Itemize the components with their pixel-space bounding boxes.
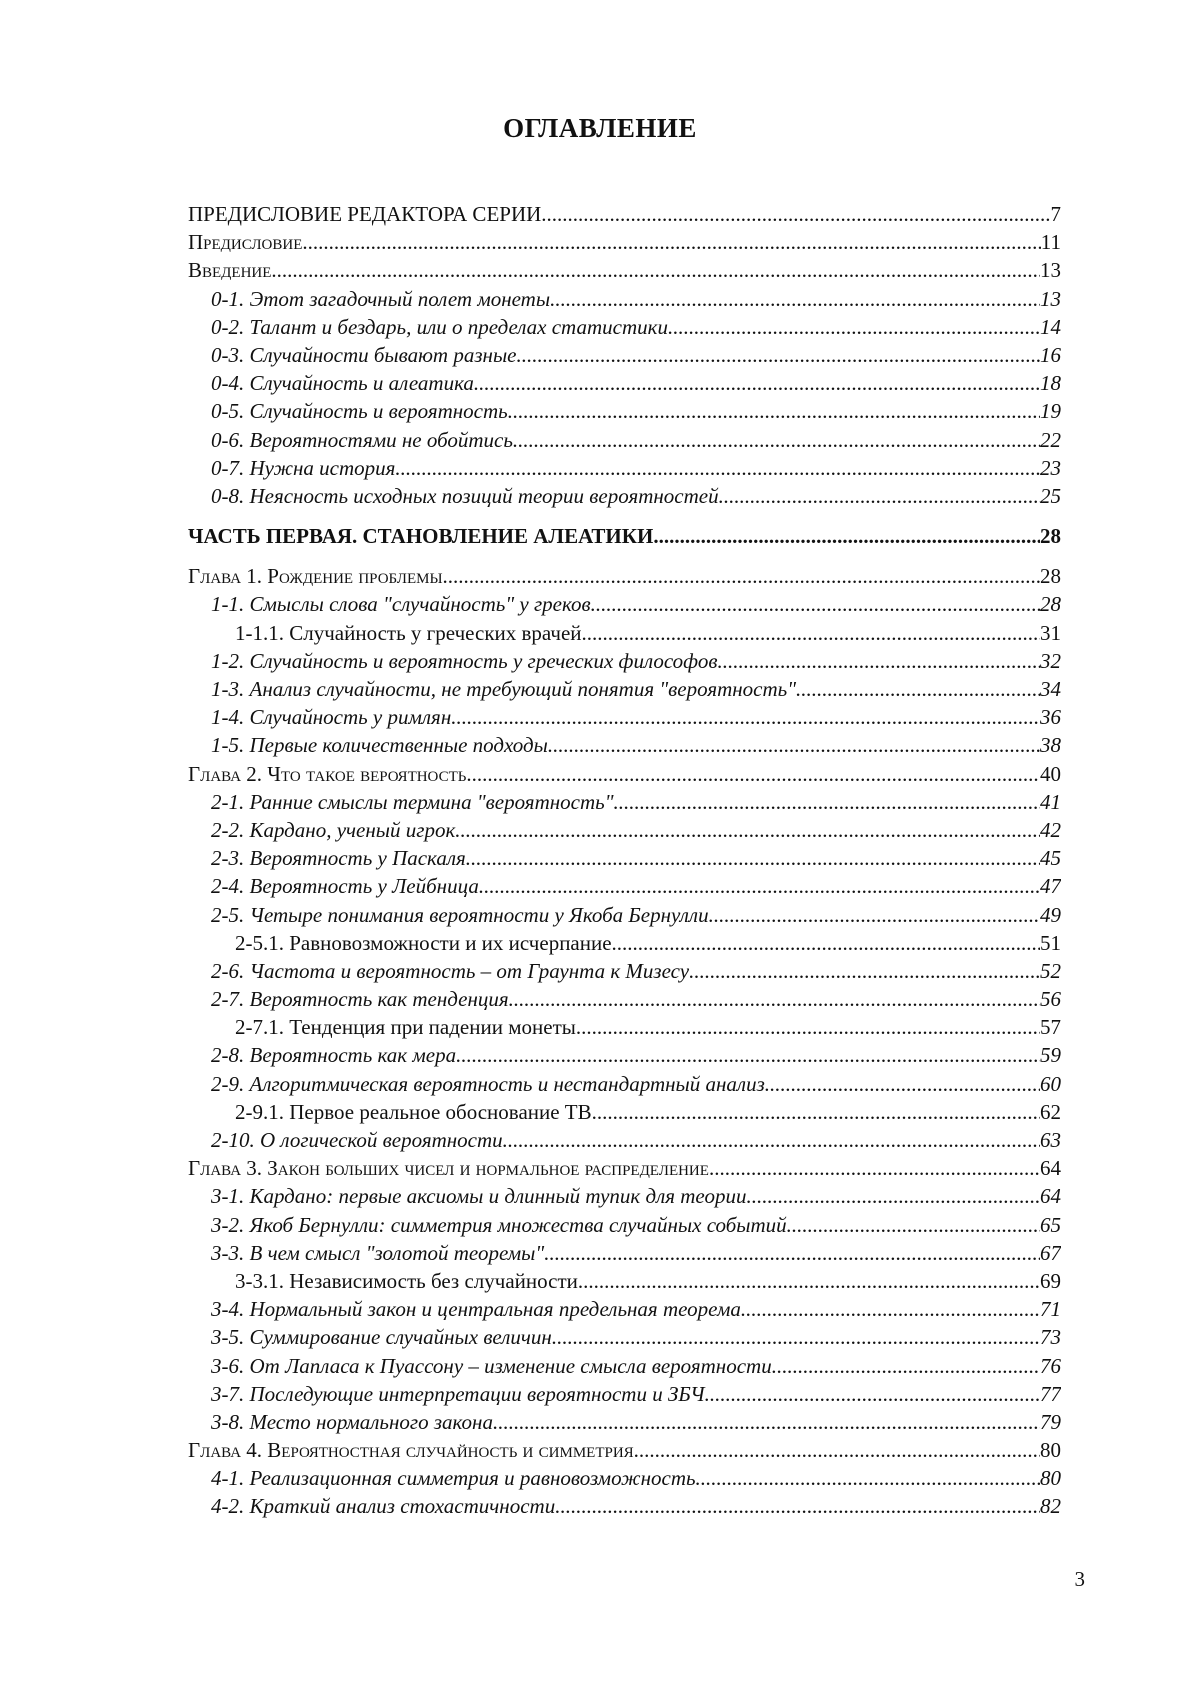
toc-entry-page: 67 (1040, 1240, 1061, 1265)
toc-entry-title: Глава 1. Рождение проблемы (188, 564, 443, 589)
toc-entry-title: 4-1. Реализационная симметрия и равновозможность (211, 1466, 696, 1491)
toc-entry-title: 2-9.1. Первое реальное обоснование ТВ (235, 1099, 592, 1124)
dot-leader (451, 703, 1040, 731)
toc-entry-title: 0-6. Вероятностями не обойтись (211, 427, 513, 452)
toc-entry-title: 3-1. Кардано: первые аксиомы и длинный тупик для теории (211, 1184, 747, 1209)
toc-entry-title: 1-3. Анализ случайности, не требующий понятия "вероятность" (211, 677, 797, 701)
dot-leader (550, 285, 1040, 313)
toc-entry-section[interactable] (188, 1295, 1061, 1323)
toc-entry-section[interactable] (188, 788, 1061, 816)
toc-entry-page: 80 (1040, 1466, 1061, 1491)
toc-entry-title: 3-2. Якоб Бернулли: симметрия множества случайных событий (211, 1212, 787, 1237)
toc-entry-page: 38 (1040, 733, 1061, 758)
toc-entry-section[interactable] (188, 1239, 1061, 1267)
toc-entry-section[interactable] (188, 816, 1061, 844)
dot-leader (479, 872, 1040, 900)
toc-entry-title: 3-4. Нормальный закон и центральная предельная теорема (211, 1297, 741, 1322)
toc-entry-section[interactable] (188, 985, 1061, 1013)
dot-leader (517, 341, 1040, 369)
dot-leader (503, 1126, 1040, 1154)
toc-entry-section[interactable] (188, 397, 1061, 425)
toc-entry-page: 18 (1040, 371, 1061, 396)
toc-entry-front[interactable] (188, 200, 1061, 228)
toc-entry-title: 2-6. Частота и вероятность – от Граунта к Мизесу (211, 958, 690, 983)
toc-entry-title: 2-7. Вероятность как тенденция (211, 987, 509, 1012)
toc-entry-sub[interactable] (188, 1013, 1061, 1041)
dot-leader (455, 816, 1040, 844)
dot-leader (271, 256, 1040, 284)
dot-leader (614, 788, 1040, 816)
toc-entry-section[interactable] (188, 1492, 1061, 1520)
toc-entry-section[interactable] (188, 285, 1061, 313)
toc-entry-title: ЧАСТЬ ПЕРВАЯ. СТАНОВЛЕНИЕ АЛЕАТИКИ (188, 524, 654, 549)
toc-entry-page: 47 (1040, 874, 1061, 899)
toc-entry-page: 71 (1040, 1297, 1061, 1322)
toc-entry-section[interactable] (188, 590, 1061, 618)
dot-leader (555, 1492, 1040, 1520)
toc-entry-chapter[interactable] (188, 1154, 1061, 1182)
toc-entry-section[interactable] (188, 482, 1061, 510)
dot-leader (493, 1408, 1040, 1436)
dot-leader (612, 929, 1040, 957)
toc-entry-title: 2-3. Вероятность у Паскаля (211, 846, 466, 871)
toc-entry-page: 62 (1040, 1099, 1061, 1124)
toc-entry-sub[interactable] (188, 929, 1061, 957)
dot-leader (541, 200, 1050, 228)
toc-entry-section[interactable] (188, 454, 1061, 482)
dot-leader (513, 426, 1040, 454)
toc-entry-title: Глава 2. Что такое вероятность (188, 761, 467, 786)
toc-entry-page: 36 (1040, 705, 1061, 730)
toc-entry-page: 45 (1040, 846, 1061, 871)
toc-entry-section[interactable] (188, 1211, 1061, 1239)
toc-entry-page: 28 (1040, 592, 1061, 617)
toc-entry-section[interactable] (188, 1408, 1061, 1436)
dot-leader (709, 901, 1040, 929)
toc-entry-section[interactable] (188, 369, 1061, 397)
toc-entry-title: 2-4. Вероятность у Лейбница (211, 874, 479, 899)
dot-leader (592, 1098, 1040, 1126)
toc-entry-page: 51 (1040, 930, 1061, 955)
toc-entry-chapter[interactable] (188, 760, 1061, 788)
dot-leader (576, 1013, 1040, 1041)
toc-entry-section[interactable] (188, 1126, 1061, 1154)
toc-entry-title: Глава 4. Вероятностная случайность и симметрия (188, 1438, 634, 1463)
toc-entry-section[interactable] (188, 647, 1061, 675)
toc-entry-title: 3-7. Последующие интерпретации вероятности и ЗБЧ (211, 1381, 705, 1406)
dot-leader (796, 675, 1040, 703)
dot-leader (508, 397, 1040, 425)
toc-entry-part[interactable] (188, 522, 1061, 550)
dot-leader (395, 454, 1040, 482)
toc-entry-section[interactable] (188, 901, 1061, 929)
toc-entry-page: 60 (1040, 1071, 1061, 1096)
toc-entry-title: 2-7.1. Тенденция при падении монеты (235, 1015, 576, 1040)
toc-entry-title: 3-6. От Лапласа к Пуассону – изменение смысла вероятности (211, 1353, 772, 1378)
toc-entry-section[interactable] (188, 957, 1061, 985)
toc-entry-chapter[interactable] (188, 1436, 1061, 1464)
toc-entry-page: 23 (1040, 455, 1061, 480)
toc-entry-section[interactable] (188, 1380, 1061, 1408)
toc-entry-title: 3-3. В чем смысл "золотой теоремы" (211, 1240, 545, 1265)
toc-entry-sub[interactable] (188, 619, 1061, 647)
toc-entry-title: 1-4. Случайность у римлян (211, 705, 452, 730)
toc-entry-title: 2-5.1. Равновозможности и их исчерпание (235, 930, 612, 955)
page-title: ОГЛАВЛЕНИЕ (503, 113, 697, 143)
dot-leader (653, 522, 1040, 550)
dot-leader (689, 957, 1040, 985)
toc-entry-title: 2-2. Кардано, ученый игрок (211, 817, 456, 842)
toc-entry-page: 82 (1040, 1494, 1061, 1519)
toc-entry-title: 1-1. Смыслы слова "случайность" у греков (211, 592, 591, 617)
toc-entry-page: 52 (1040, 958, 1061, 983)
toc-entry-title: 4-2. Краткий анализ стохастичности (211, 1494, 556, 1519)
toc-entry-page: 64 (1040, 1184, 1061, 1209)
toc-entry-page: 16 (1040, 342, 1061, 367)
toc-entry-title: 3-8. Место нормального закона (211, 1409, 493, 1434)
toc-entry-title: 2-1. Ранние смыслы термина "вероятность" (211, 789, 614, 814)
toc-entry-page: 13 (1040, 258, 1061, 283)
toc-entry-section[interactable] (188, 1352, 1061, 1380)
toc-entry-title: Глава 3. Закон больших чисел и нормальное распределение (188, 1156, 709, 1181)
toc-entry-page: 77 (1040, 1381, 1061, 1406)
toc-entry-page: 80 (1040, 1438, 1061, 1463)
toc-entry-page: 13 (1040, 286, 1061, 311)
toc-entry-page: 25 (1040, 483, 1061, 508)
dot-leader (717, 647, 1040, 675)
toc-entry-title: 2-8. Вероятность как мера (211, 1043, 457, 1068)
dot-leader (668, 313, 1040, 341)
toc-entry-section[interactable] (188, 341, 1061, 369)
toc-entry-page: 41 (1040, 789, 1061, 814)
toc-entry-chapter[interactable] (188, 228, 1061, 256)
toc-entry-page: 63 (1040, 1128, 1061, 1152)
toc-entry-page: 28 (1040, 524, 1061, 549)
toc-entry-chapter[interactable] (188, 256, 1061, 284)
toc-entry-sub[interactable] (188, 1267, 1061, 1295)
table-of-contents (188, 200, 1061, 1521)
dot-leader (765, 1070, 1040, 1098)
toc-entry-title: 0-4. Случайность и алеатика (211, 371, 474, 396)
toc-entry-page: 40 (1040, 761, 1061, 786)
toc-entry-title: 2-9. Алгоритмическая вероятность и нестандартный анализ (211, 1071, 765, 1096)
toc-entry-section[interactable] (188, 313, 1061, 341)
toc-entry-page: 7 (1050, 202, 1061, 226)
toc-entry-title: 1-1.1. Случайность у греческих врачей (235, 620, 582, 645)
toc-entry-page: 76 (1040, 1353, 1061, 1378)
toc-entry-page: 28 (1040, 564, 1061, 589)
toc-entry-title: Предисловие (188, 230, 303, 255)
toc-entry-section[interactable] (188, 1464, 1061, 1492)
dot-leader (582, 619, 1040, 647)
toc-entry-page: 56 (1040, 987, 1061, 1012)
toc-entry-sub[interactable] (188, 1098, 1061, 1126)
dot-leader (709, 1154, 1040, 1182)
toc-entry-title: 0-7. Нужна история (211, 455, 396, 480)
dot-leader (741, 1295, 1040, 1323)
dot-leader (456, 1041, 1040, 1069)
toc-entry-page: 73 (1040, 1325, 1061, 1350)
dot-leader (474, 369, 1040, 397)
page-number: 3 (1074, 1567, 1085, 1591)
toc-entry-page: 57 (1040, 1015, 1061, 1040)
toc-entry-section[interactable] (188, 844, 1061, 872)
dot-leader (591, 590, 1040, 618)
toc-entry-section[interactable] (188, 872, 1061, 900)
toc-entry-section[interactable] (188, 1182, 1061, 1210)
toc-entry-title: Введение (188, 258, 272, 283)
toc-entry-section[interactable] (188, 426, 1061, 454)
toc-entry-chapter[interactable] (188, 562, 1061, 590)
dot-leader (466, 760, 1040, 788)
toc-entry-page: 79 (1040, 1409, 1061, 1434)
dot-leader (509, 985, 1040, 1013)
toc-entry-title: 0-1. Этот загадочный полет монеты (211, 286, 551, 311)
toc-entry-page: 32 (1040, 648, 1061, 673)
dot-leader (719, 482, 1040, 510)
toc-entry-page: 49 (1040, 902, 1061, 927)
toc-entry-section[interactable] (188, 1323, 1061, 1351)
toc-entry-title: 2-5. Четыре понимания вероятности у Якоба Бернулли (211, 902, 709, 927)
toc-entry-title: 1-5. Первые количественные подходы (211, 733, 548, 758)
toc-entry-section[interactable] (188, 731, 1061, 759)
toc-entry-page: 11 (1040, 230, 1061, 255)
toc-entry-page: 64 (1040, 1156, 1061, 1181)
toc-entry-page: 59 (1040, 1043, 1061, 1068)
dot-leader (696, 1464, 1040, 1492)
toc-entry-page: 19 (1040, 399, 1061, 424)
toc-entry-title: 0-8. Неясность исходных позиций теории вероятностей (211, 483, 719, 508)
dot-leader (552, 1323, 1040, 1351)
toc-entry-section[interactable] (188, 703, 1061, 731)
toc-entry-page: 22 (1040, 427, 1061, 452)
toc-entry-title: 0-2. Талант и бездарь, или о пределах статистики (211, 314, 668, 339)
dot-leader (705, 1380, 1040, 1408)
dot-leader (466, 844, 1040, 872)
toc-entry-page: 34 (1040, 677, 1061, 701)
toc-entry-section[interactable] (188, 1041, 1061, 1069)
toc-entry-section[interactable] (188, 1070, 1061, 1098)
toc-entry-page: 65 (1040, 1212, 1061, 1237)
toc-entry-title: 0-3. Случайности бывают разные (211, 342, 517, 367)
toc-entry-title: 3-5. Суммирование случайных величин (211, 1325, 552, 1350)
dot-leader (746, 1182, 1040, 1210)
toc-entry-section[interactable] (188, 675, 1061, 703)
toc-entry-page: 42 (1040, 817, 1061, 842)
toc-entry-title: 0-5. Случайность и вероятность (211, 399, 508, 424)
dot-leader (578, 1267, 1040, 1295)
dot-leader (787, 1211, 1040, 1239)
toc-entry-title: 2-10. О логической вероятности (211, 1128, 503, 1152)
toc-entry-title: ПРЕДИСЛОВИЕ РЕДАКТОРА СЕРИИ (188, 202, 542, 226)
dot-leader (544, 1239, 1040, 1267)
toc-entry-page: 69 (1040, 1268, 1061, 1293)
dot-leader (548, 731, 1040, 759)
dot-leader (302, 228, 1040, 256)
toc-entry-page: 31 (1040, 620, 1061, 645)
toc-entry-title: 3-3.1. Независимость без случайности (235, 1268, 578, 1293)
dot-leader (634, 1436, 1040, 1464)
toc-entry-title: 1-2. Случайность и вероятность у греческих философов (211, 648, 718, 673)
dot-leader (772, 1352, 1040, 1380)
dot-leader (443, 562, 1040, 590)
toc-entry-page: 14 (1040, 314, 1061, 339)
